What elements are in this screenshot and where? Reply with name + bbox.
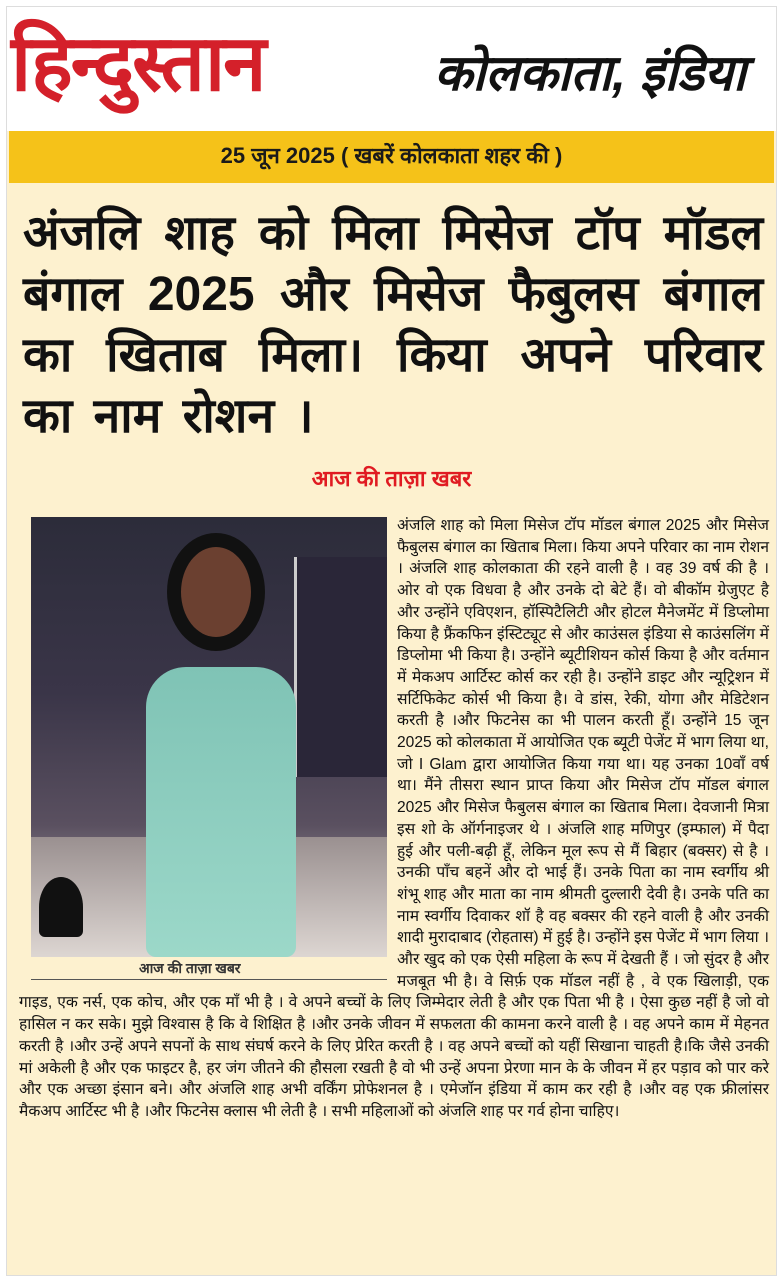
headline: अंजलि शाह को मिला मिसेज टॉप मॉडल बंगाल 2025 और मिसेज फैबुलस बंगाल का खिताब मिला। किया अपने परिवार का नाम रोशन ।	[23, 207, 763, 443]
subheading: आज की ताज़ा खबर	[311, 466, 472, 491]
event-banner	[294, 557, 387, 777]
article-photo	[31, 517, 387, 957]
article-body: अंजलि शाह को मिला मिसेज टॉप मॉडल बंगाल 2025 और मिसेज फैबुलस बंगाल का खिताब मिला। किया अपने परिवार का नाम रोशन । अंजलि शाह कोलकाता की रहने वाली है । वह 39 वर्ष की है । ओर वो एक विधवा है और उनके दो बेटे हैं। वो बीकॉम ग्रेजुएट है और उन्होंने एविएशन, हॉस्पिटैलिटी और होटल मैनेजमेंट में डिप्लोमा किया है फ्रैंकफिन इंस्टिट्यूट से और काउंसल इंडिया से काउंसलिंग में डिप्लोमा भी किया है। उन्होंने ब्यूटीशियन कोर्स किया है और वर्तमान में मेकअप आर्टिस्ट कोर्स कर रही है। उन्होंने डाइट और न्यूट्रिशन में सर्टिफिकेट कोर्स भी किया है। वे डांस, रेकी, योगा और मेडिटेशन करती है ।और फिटनेस का भी पालन करती हूँ। उन्होंने 15 जून 2025 को कोलकाता में आयोजित एक ब्यूटी पेजेंट में भाग लिया था, जो I Glam द्वारा आयोजित किया गया था। यह उनका 10वाँ वर्ष था। मैंने तीसरा स्थान प्राप्त किया और मिसेज टॉप मॉडल बंगाल 2025 और मिसेज फैबुलस बंगाल का खिताब मिला। देवजानी मित्रा इस शो के ऑर्गनाइजर थे । अंजलि शाह मणिपुर (इम्फाल) में पैदा हुई और पली-बढ़ी हूँ, लेकिन मूल रूप से मैं बिहार (बक्सर) से है । उनकी पाँच बहनें और दो भाई हैं। उनके पिता का नाम स्वर्गीय श्री शंभू शाह और माता का नाम श्रीमती दुल्लारी देवी है। उनके पति का नाम स्वर्गीय दिवाकर शॉ है वह बक्सर की रहने वाली है और उनकी शादी मुरादाबाद (रोहतास) में हुई है। उन्होंने इस पेजेंट में भाग लिया । और खुद को एक ऐसी महिला के रूप में देखती हैं । जो सुंदर है और मजबूत भी है। वे सिर्फ़ एक मॉडल नहीं है , वे एक खिलाड़ी, एक गाइड, एक नर्स, एक कोच, और एक माँ भी है । वे अपने बच्चों के लिए जिम्मेदार लेती है और एक पिता भी है । ऐसा कुछ नहीं है जो वो हासिल न कर सके। मुझे विश्वास है कि वे शिक्षित है ।और उनके जीवन में सफलता की कामना करने वाली है । वह अपने काम में मेहनत करती है ।और उन्हें अपने सपनों के साथ संघर्ष करने के लिए प्रेरित करती है । वह अपने बच्चों को यहीं सिखाना चाहती है।कि जैसे उनकी मां अकेली है और एक फाइटर है, हर जंग जीतने की हौसला रखती है वो भी उन्हें अपना प्रेरणा मान के के जीवन में हर पड़ाव को पार करे और एक अच्छा इंसान बने। और अंजलि शाह अभी वर्किंग प्रोफेशनल है । एमेजॉन इंडिया में काम कर रही है ।और वह एक फ्रीलांसर मैकअप आर्टिस्ट भी है ।और फिटनेस क्लास भी लेती है । सभी महिलाओं को अंजलि शाह पर गर्व होना चाहिए।	[19, 517, 769, 1120]
model-head	[181, 547, 251, 637]
newspaper-logo: हिन्दुस्तान	[11, 20, 265, 107]
photo-figure	[31, 517, 387, 980]
newspaper-page	[6, 6, 777, 1276]
article	[19, 515, 769, 1123]
stage-light	[39, 877, 83, 937]
masthead	[7, 7, 776, 131]
date-bar: 25 जून 2025 ( खबरें कोलकाता शहर की )	[9, 131, 774, 183]
edition-city: कोलकाता, इंडिया	[433, 45, 746, 101]
photo-caption: आज की ताज़ा खबर	[31, 959, 387, 980]
model-figure	[146, 667, 296, 957]
